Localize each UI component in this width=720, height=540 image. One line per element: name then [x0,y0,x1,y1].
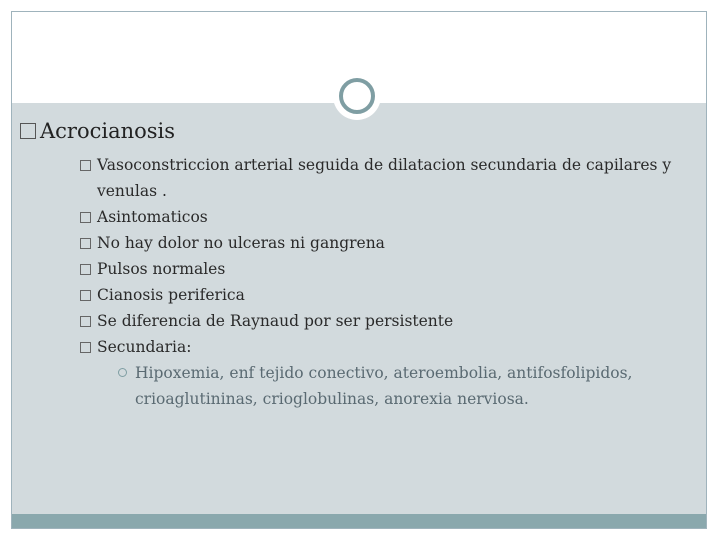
square-bullet-icon [20,123,36,139]
sub-list-item [118,360,680,412]
list-item [80,152,680,204]
list-item-text: Vasoconstriccion arterial seguida de dilatacion secundaria de capilares y venulas . [97,156,672,200]
list-item [80,204,680,230]
square-bullet-icon [80,238,91,249]
square-bullet-icon [80,316,91,327]
square-bullet-icon [80,264,91,275]
circle-ornament-icon [339,78,375,114]
list-item [80,230,680,256]
list-item-text: Se diferencia de Raynaud por ser persistente [97,312,454,330]
slide-title-row [20,118,680,144]
square-bullet-icon [80,290,91,301]
square-bullet-icon [80,212,91,223]
square-bullet-icon [80,160,91,171]
slide-content [20,118,680,412]
slide-title: Acrocianosis [40,119,176,143]
list-item-text: Cianosis periferica [97,286,245,304]
list-item [80,334,680,360]
bottom-band [12,514,706,528]
list-item-text: Secundaria: [97,338,192,356]
list-item [80,282,680,308]
square-bullet-icon [80,342,91,353]
list-item-text: No hay dolor no ulceras ni gangrena [97,234,385,252]
list-item [80,256,680,282]
list-item-text: Pulsos normales [97,260,226,278]
list-item [80,308,680,334]
list-item-text: Asintomaticos [97,208,208,226]
sub-list-item-text: Hipoxemia, enf tejido conectivo, ateroembolia, antifosfolipidos, crioaglutininas, crioglobulinas, anorexia nerviosa. [135,364,633,408]
circle-bullet-icon [118,368,127,377]
